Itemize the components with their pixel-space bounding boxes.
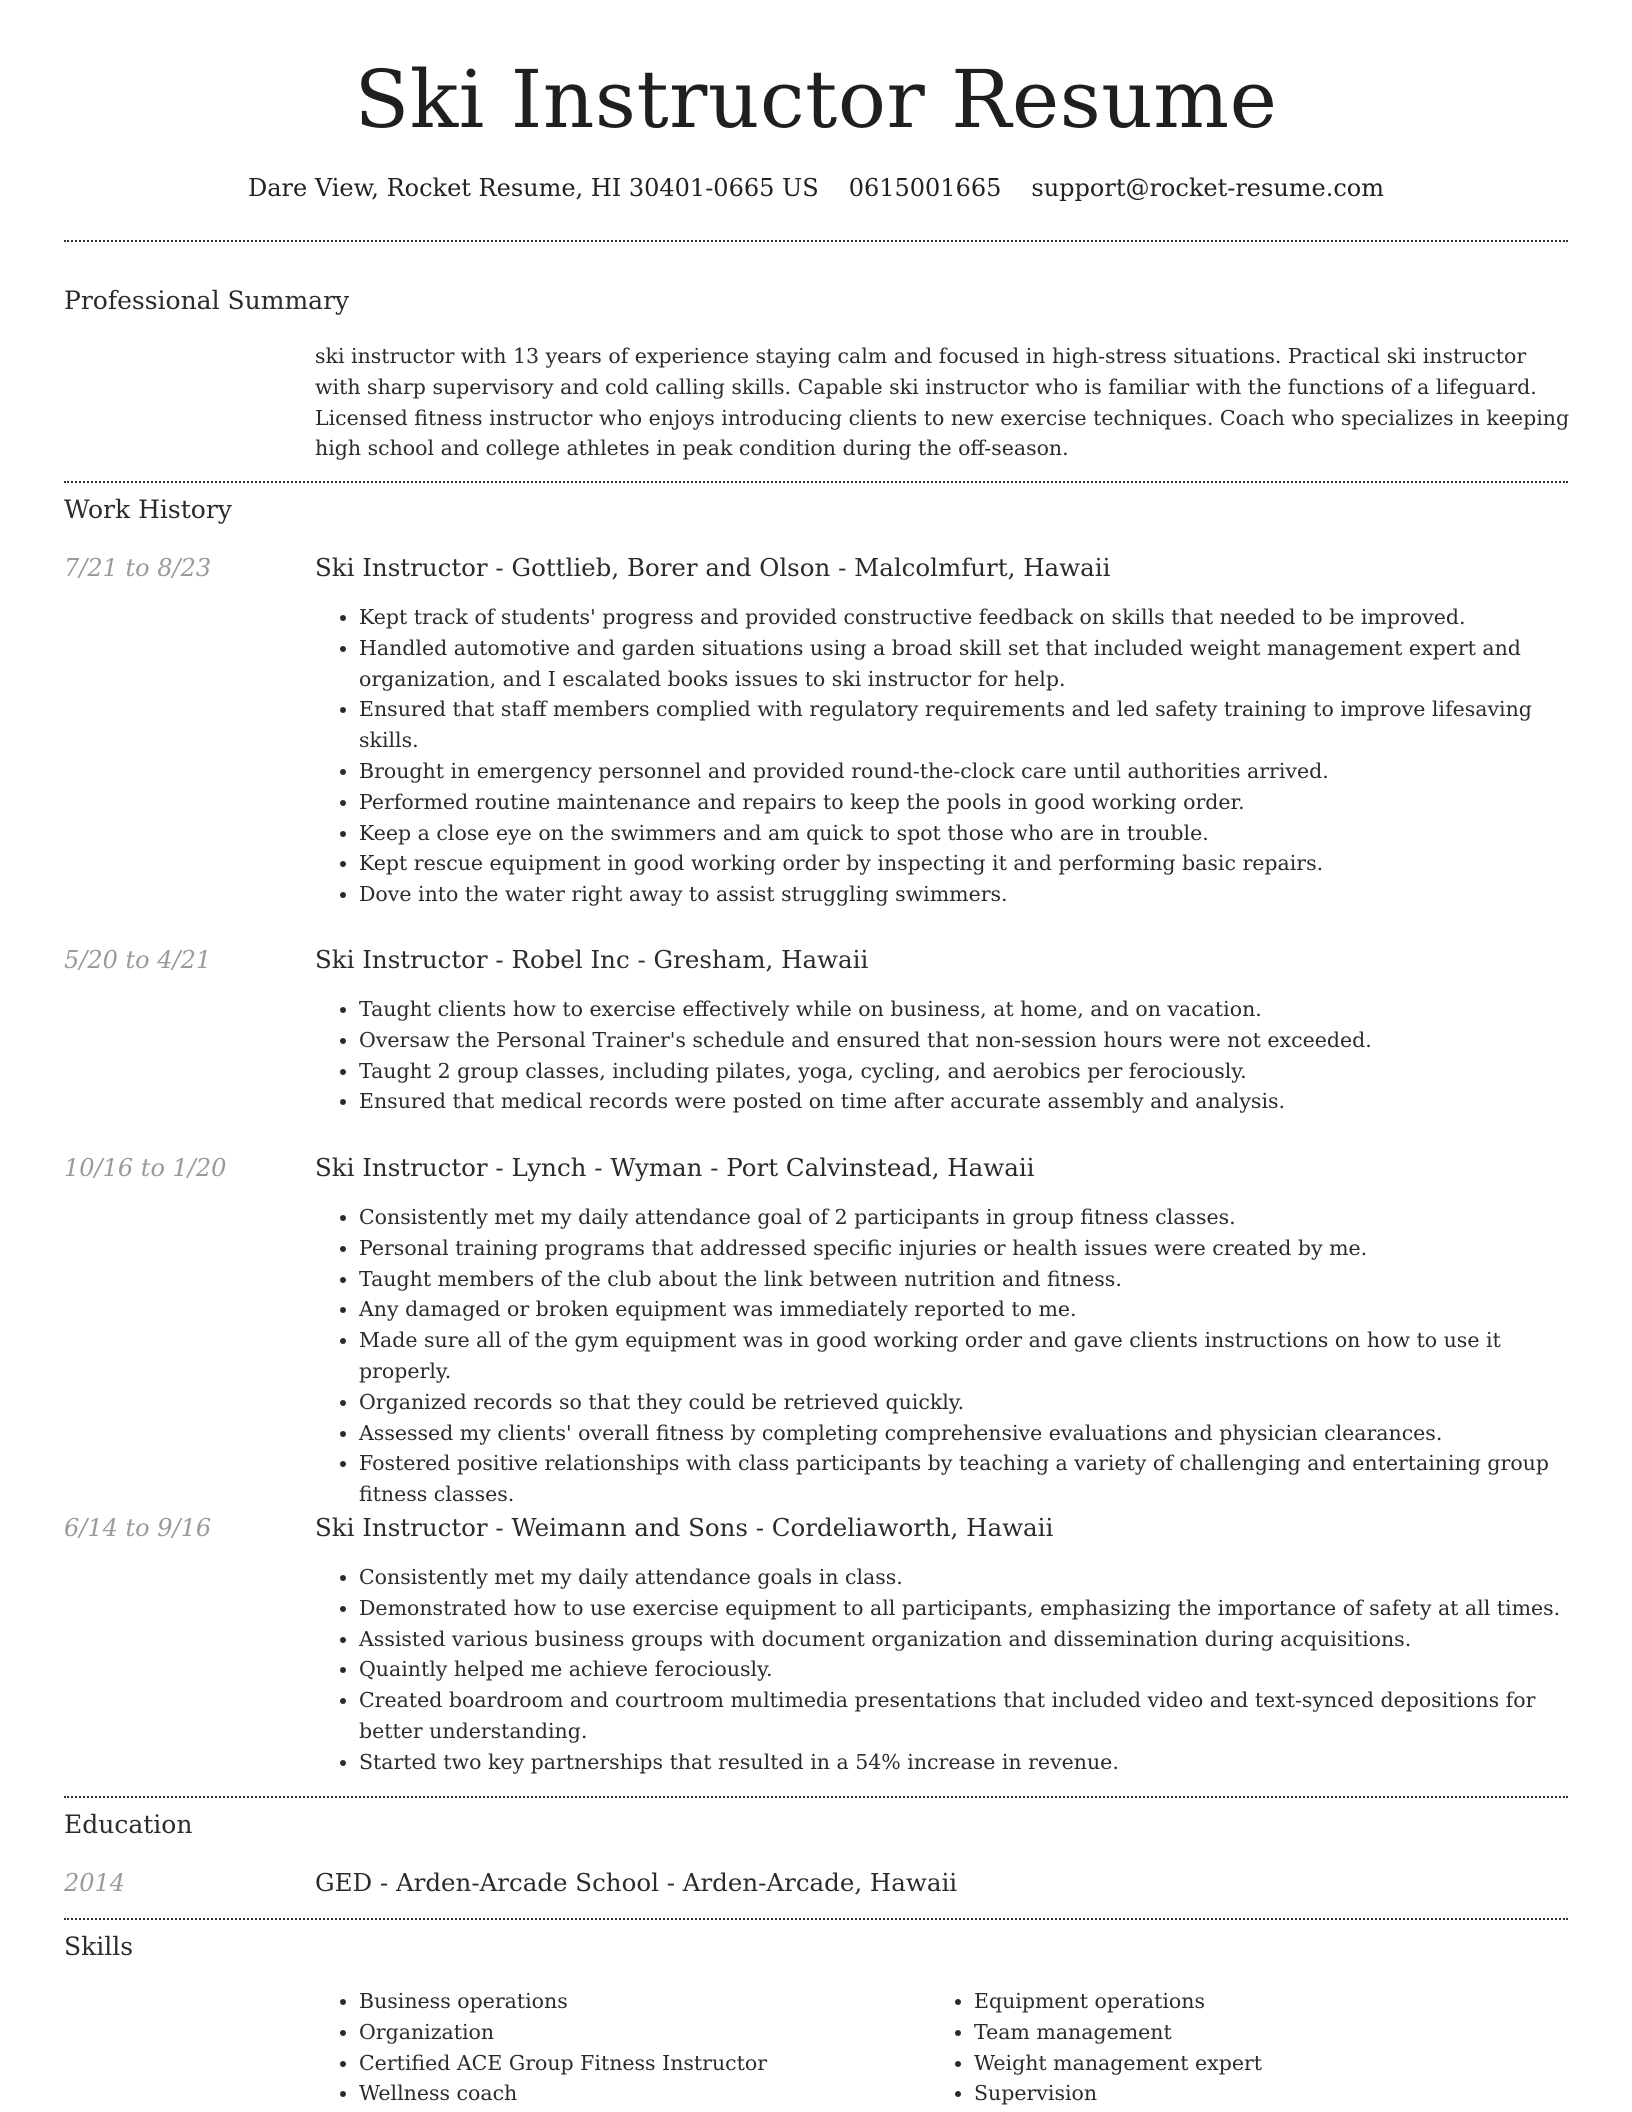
- job-dates: 5/20 to 4/21: [64, 946, 212, 974]
- contact-line: [0, 169, 1632, 207]
- job-dates: 10/16 to 1/20: [64, 1154, 227, 1182]
- list-item: • Taught members of the club about the link between nutrition and fitness.: [359, 1264, 1573, 1295]
- list-item: • Handled automotive and garden situations using a broad skill set that included weight management expert and organization, and I escalated books issues to ski instructor for help.: [359, 633, 1573, 695]
- list-item: • Quaintly helped me achieve ferociously.: [359, 1654, 1573, 1685]
- summary-text: ski instructor with 13 years of experience staying calm and focused in high-stress situations. Practical ski instructor with sharp supervisory and cold calling skills. Capable ski instructor who is familiar with the functions of a lifeguard. Licensed fitness instructor who enjoys introducing clients to new exercise techniques. Coach who specializes in keeping high school and college athletes in peak condition during the off-season.: [315, 344, 1570, 461]
- list-item: • Ensured that medical records were posted on time after accurate assembly and analysis.: [359, 1086, 1573, 1117]
- list-item: • Personal training programs that addressed specific injuries or health issues were created by me.: [359, 1233, 1573, 1264]
- job-dates: 7/21 to 8/23: [64, 554, 212, 582]
- list-item: • Demonstrated how to use exercise equipment to all participants, emphasizing the importance of safety at all times.: [359, 1593, 1573, 1624]
- job-dates: 6/14 to 9/16: [64, 1514, 212, 1542]
- skill-item: • Wellness coach: [359, 2078, 915, 2109]
- list-item: • Any damaged or broken equipment was immediately reported to me.: [359, 1294, 1573, 1325]
- list-item: • Created boardroom and courtroom multimedia presentations that included video and text-synced depositions for better understanding.: [359, 1685, 1573, 1747]
- divider: [64, 240, 1568, 242]
- job-bullets: [315, 994, 1573, 1117]
- skills-list-left: [315, 1986, 915, 2109]
- divider: [64, 481, 1568, 483]
- divider: [64, 1796, 1568, 1798]
- list-item: • Assessed my clients' overall fitness by completing comprehensive evaluations and physician clearances.: [359, 1418, 1573, 1449]
- job-title: Ski Instructor - Gottlieb, Borer and Olson - Malcolmfurt, Hawaii: [315, 553, 1111, 582]
- job-bullets: [315, 1562, 1573, 1778]
- section-title-skills: Skills: [64, 1932, 134, 1961]
- list-item: • Fostered positive relationships with class participants by teaching a variety of challenging and entertaining group fitness classes.: [359, 1448, 1573, 1510]
- resume-title: Ski Instructor Resume: [354, 53, 1278, 146]
- contact-phone: 0615001665: [848, 174, 1002, 202]
- section-title-summary: Professional Summary: [64, 286, 350, 315]
- job-title: Ski Instructor - Lynch - Wyman - Port Calvinstead, Hawaii: [315, 1153, 1035, 1182]
- job-bullets: [315, 1202, 1573, 1510]
- list-item: • Taught clients how to exercise effectively while on business, at home, and on vacation.: [359, 994, 1573, 1025]
- section-title-work-history: Work History: [64, 495, 232, 524]
- list-item: • Performed routine maintenance and repairs to keep the pools in good working order.: [359, 787, 1573, 818]
- contact-email: support@rocket-resume.com: [1031, 174, 1385, 202]
- contact-address: Dare View, Rocket Resume, HI 30401-0665 US: [247, 174, 819, 202]
- list-item: • Started two key partnerships that resulted in a 54% increase in revenue.: [359, 1747, 1573, 1778]
- job-title: Ski Instructor - Weimann and Sons - Cordeliaworth, Hawaii: [315, 1513, 1054, 1542]
- skill-item: • Organization: [359, 2017, 915, 2048]
- list-item: • Assisted various business groups with document organization and dissemination during acquisitions.: [359, 1624, 1573, 1655]
- list-item: • Keep a close eye on the swimmers and am quick to spot those who are in trouble.: [359, 818, 1573, 849]
- list-item: • Taught 2 group classes, including pilates, yoga, cycling, and aerobics per ferociously.: [359, 1056, 1573, 1087]
- skill-item: • Business operations: [359, 1986, 915, 2017]
- list-item: • Oversaw the Personal Trainer's schedule and ensured that non-session hours were not exceeded.: [359, 1025, 1573, 1056]
- list-item: • Consistently met my daily attendance goal of 2 participants in group fitness classes.: [359, 1202, 1573, 1233]
- section-title-education: Education: [64, 1810, 193, 1839]
- list-item: • Organized records so that they could be retrieved quickly.: [359, 1387, 1573, 1418]
- job-title: Ski Instructor - Robel Inc - Gresham, Hawaii: [315, 945, 869, 974]
- skills-list-right: [930, 1986, 1550, 2109]
- education-entry: GED - Arden-Arcade School - Arden-Arcade, Hawaii: [315, 1868, 958, 1897]
- list-item: • Made sure all of the gym equipment was in good working order and gave clients instructions on how to use it properly.: [359, 1325, 1573, 1387]
- divider: [64, 1918, 1568, 1920]
- education-year: 2014: [64, 1869, 126, 1897]
- list-item: • Consistently met my daily attendance goals in class.: [359, 1562, 1573, 1593]
- list-item: • Brought in emergency personnel and provided round-the-clock care until authorities arrived.: [359, 756, 1573, 787]
- list-item: • Ensured that staff members complied with regulatory requirements and led safety training to improve lifesaving skills.: [359, 694, 1573, 756]
- skill-item: • Team management: [974, 2017, 1550, 2048]
- skill-item: • Weight management expert: [974, 2048, 1550, 2079]
- job-bullets: [315, 602, 1573, 910]
- list-item: • Dove into the water right away to assist struggling swimmers.: [359, 879, 1573, 910]
- skill-item: • Equipment operations: [974, 1986, 1550, 2017]
- list-item: • Kept track of students' progress and provided constructive feedback on skills that needed to be improved.: [359, 602, 1573, 633]
- list-item: • Kept rescue equipment in good working order by inspecting it and performing basic repairs.: [359, 848, 1573, 879]
- skill-item: • Certified ACE Group Fitness Instructor: [359, 2048, 915, 2079]
- skill-item: • Supervision: [974, 2078, 1550, 2109]
